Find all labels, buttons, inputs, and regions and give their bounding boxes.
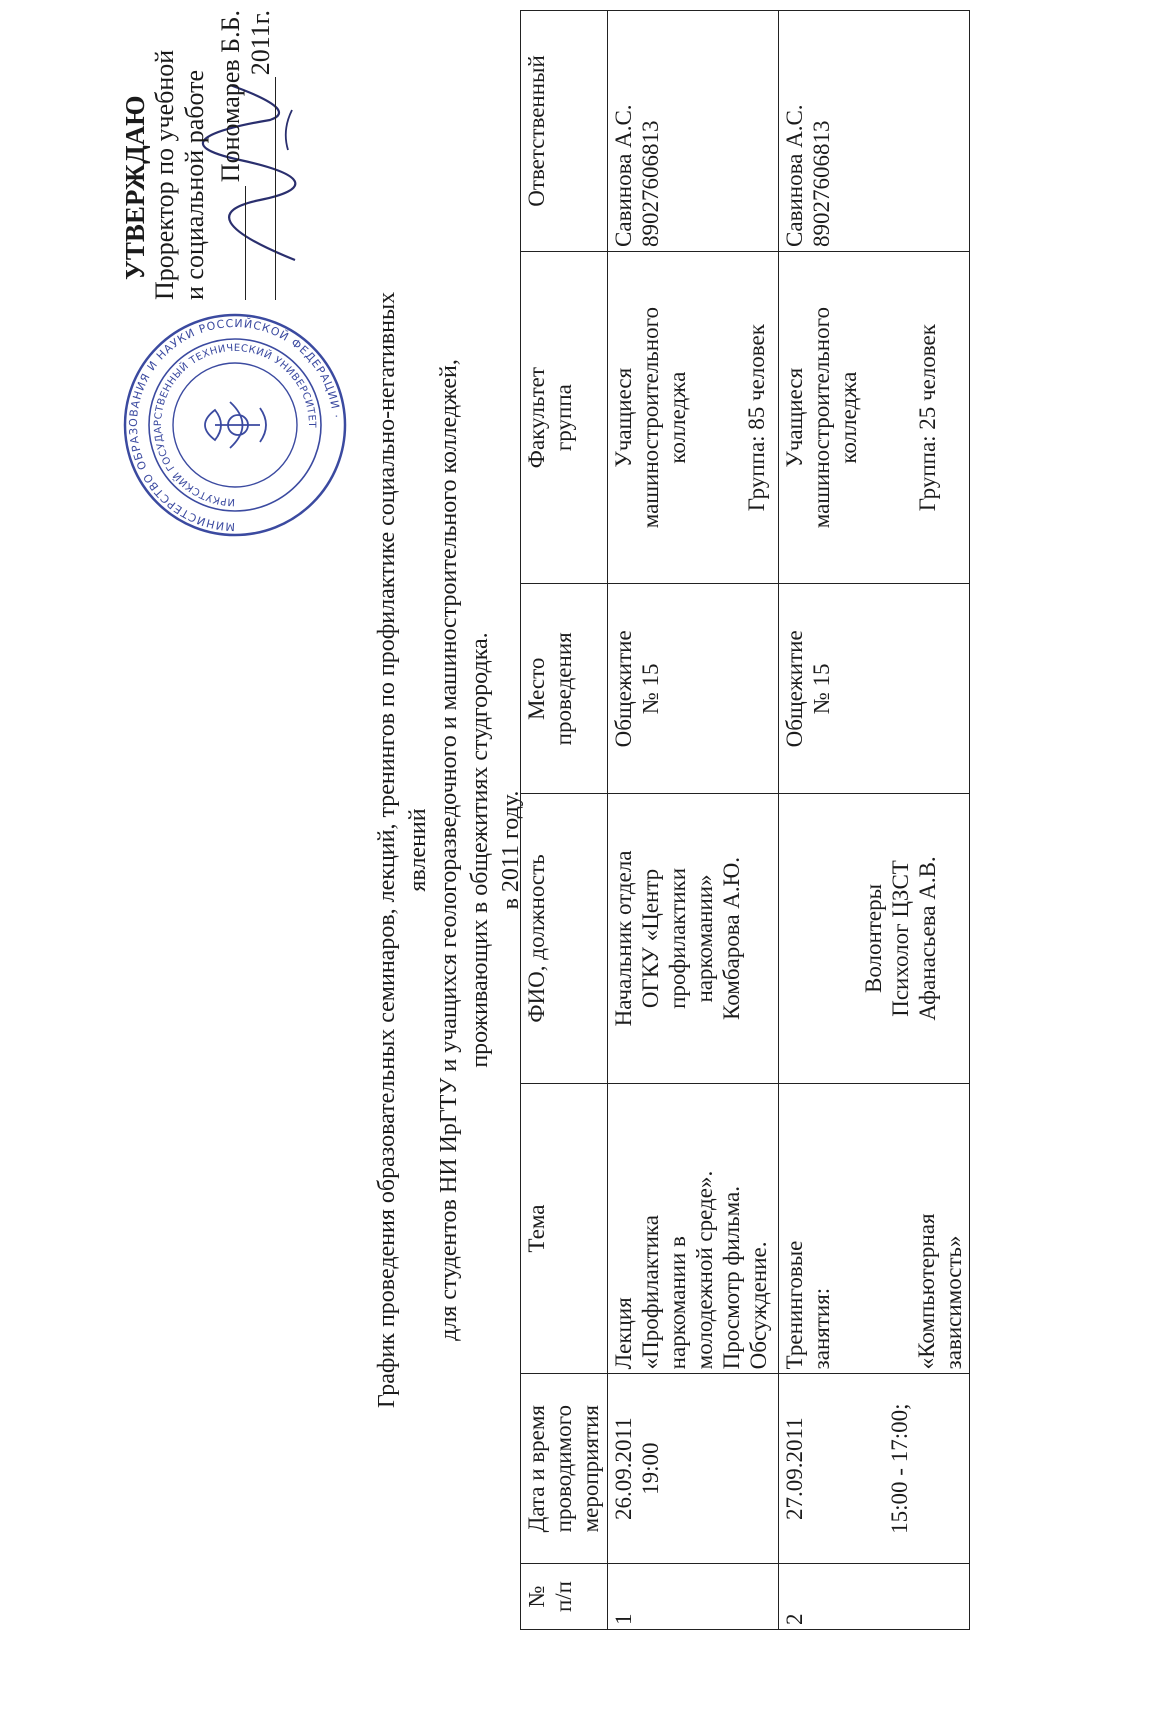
approval-signature-row (216, 10, 246, 300)
header-date (521, 1374, 608, 1564)
table-row (779, 11, 970, 1630)
faculty-line: машиностроительного (809, 307, 834, 529)
topic-line: Тренинговые (782, 1240, 807, 1370)
header-responsible: Ответственный (521, 11, 608, 252)
approval-title: УТВЕРЖДАЮ (120, 95, 150, 280)
place-line: № 15 (809, 663, 834, 715)
approval-date-row (246, 10, 276, 300)
table-header-row (521, 11, 608, 1630)
cell-topic (779, 1083, 970, 1374)
cell-responsible (779, 11, 970, 252)
person-line: Психолог ЦЗСТ (888, 860, 913, 1017)
header-place-line-2: проведения (551, 632, 576, 746)
cell-number: 2 (779, 1564, 970, 1630)
table-row (608, 11, 779, 1630)
topic-line: наркомании в (665, 1236, 690, 1370)
faculty-line: Учащиеся (782, 367, 807, 468)
responsible-phone: 89027606813 (638, 120, 663, 247)
place-line: Общежитие (782, 630, 807, 748)
responsible-phone: 89027606813 (809, 120, 834, 247)
topic-line: молодежной среде». (692, 1170, 717, 1370)
place-line: Общежитие (611, 630, 636, 748)
header-faculty-line-1: Факультет (524, 367, 549, 469)
header-place (521, 584, 608, 794)
date-blank-line (251, 77, 276, 300)
round-seal-stamp (120, 310, 350, 540)
document-heading (372, 280, 527, 1420)
approver-name: Пономарев Б.Б. (216, 10, 245, 183)
cell-date (779, 1374, 970, 1564)
svg-text:МИНИСТЕРСТВО ОБРАЗОВАНИЯ И НАУ: МИНИСТЕРСТВО ОБРАЗОВАНИЯ И НАУКИ РОССИЙСКОЙ ФЕДЕРАЦИИ · (126, 316, 343, 534)
header-person: ФИО, должность (521, 794, 608, 1083)
person-line: Афанасьева А.В. (915, 856, 940, 1021)
topic-line: «Профилактика (638, 1215, 663, 1370)
event-date: 27.09.2011 (782, 1417, 807, 1521)
heading-line-4: в 2011 году. (498, 790, 524, 910)
approval-block (120, 10, 276, 300)
header-number (521, 1564, 608, 1630)
faculty-line: Учащиеся (611, 367, 636, 468)
cell-date (608, 1374, 779, 1564)
header-number-line-1: № (524, 1585, 549, 1608)
topic-line: занятия: (809, 1287, 834, 1370)
event-time: 15:00 - 17:00; (887, 1403, 912, 1534)
faculty-line: колледжа (665, 371, 690, 464)
topic-line: Обсуждение. (746, 1241, 771, 1370)
cell-faculty (608, 251, 779, 583)
cell-responsible (608, 11, 779, 252)
person-line: наркомании» (692, 874, 717, 1003)
approval-position-line-2: и социальной работе (180, 69, 209, 300)
person-line: Начальник отдела (611, 850, 636, 1027)
topic-line: «Компьютерная (914, 1213, 939, 1370)
heading-line-2: для студентов НИ ИрГТУ и учащихся геологоразведочного и машиностроительного колледжей, (436, 359, 462, 1341)
responsible-name: Савинова А.С. (611, 104, 636, 247)
header-faculty (521, 251, 608, 583)
topic-line: зависимость» (941, 1235, 966, 1370)
header-place-line-1: Место (524, 657, 549, 721)
person-line: Комбарова А.Ю. (719, 856, 744, 1020)
cell-topic (608, 1083, 779, 1374)
header-date-line-2: проводимого (551, 1405, 576, 1533)
faculty-line: машиностроительного (638, 307, 663, 529)
cell-place (779, 584, 970, 794)
approval-position-line-1: Проректор по учебной (150, 49, 179, 300)
svg-text:ИРКУТСКИЙ ГОСУДАРСТВЕННЫЙ ТЕХН: ИРКУТСКИЙ ГОСУДАРСТВЕННЫЙ ТЕХНИЧЕСКИЙ УНИВЕРСИТЕТ (152, 342, 318, 508)
event-date: 26.09.2011 (611, 1417, 636, 1521)
cell-person (779, 794, 970, 1083)
topic-line: Просмотр фильма. (719, 1186, 744, 1370)
header-number-line-2: п/п (551, 1581, 576, 1613)
header-topic: Тема (521, 1083, 608, 1374)
faculty-line: колледжа (836, 371, 861, 464)
group-size: Группа: 85 человек (744, 324, 769, 512)
approval-year: 2011г. (246, 10, 275, 76)
cell-faculty (779, 251, 970, 583)
cell-place (608, 584, 779, 794)
topic-line: Лекция (611, 1297, 636, 1370)
group-size: Группа: 25 человек (915, 324, 940, 512)
schedule-table (520, 10, 970, 1630)
responsible-name: Савинова А.С. (782, 104, 807, 247)
cell-number: 1 (608, 1564, 779, 1630)
heading-line-3: проживающих в общежитиях студгородка. (467, 632, 493, 1068)
header-date-line-3: мероприятия (578, 1404, 603, 1533)
person-line: профилактики (665, 868, 690, 1009)
heading-line-1: График проведения образовательных семинаров, лекций, тренингов по профилактике социально-негативных явлений (374, 291, 431, 1409)
event-time: 19:00 (638, 1442, 663, 1495)
header-faculty-line-2: группа (551, 384, 576, 452)
person-line: ОГКУ «Центр (638, 868, 663, 1009)
signature-blank-line (221, 186, 246, 300)
person-line: Волонтеры (861, 883, 886, 993)
place-line: № 15 (638, 663, 663, 715)
header-date-line-1: Дата и время (524, 1405, 549, 1533)
cell-person (608, 794, 779, 1083)
